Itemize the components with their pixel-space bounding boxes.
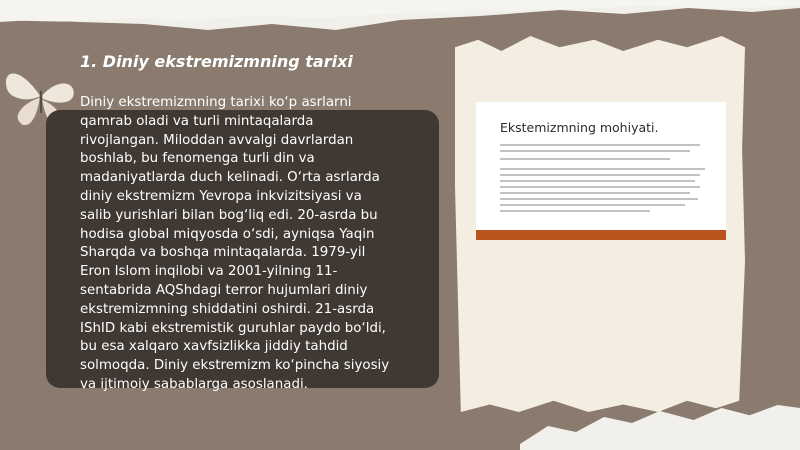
- document-text-line: [500, 198, 698, 200]
- document-text-line: [500, 204, 685, 206]
- document-text-line: [500, 192, 690, 194]
- document-text-line: [500, 180, 695, 182]
- document-text-line: [500, 150, 690, 152]
- slide-body-text: Diniy ekstremizmning tarixi ko‘p asrlarni qamrab oladi va turli mintaqalarda rivojlangan. Miloddan avvalgi davrlardan boshlab, bu fenomenga turli din va madaniyatlarda duch kelinadi. O‘rta asrlarda diniy ekstremizm Yevropa inkvizitsiyasi va salib yurishlari bilan bog‘liq edi. 20-asrda bu hodisa global miqyosda o‘sdi, ayniqsa Yaqin Sharqda va boshqa mintaqalarda. 1979-yil Eron Islom inqilobi va 2001-yilning 11-sentabrida AQShdagi terror hujumlari diniy ekstremizmning shiddatini oshirdi. 21-asrda IShID kabi ekstremistik guruhlar paydo bo‘ldi, bu esa xalqaro xavfsizlikka jiddiy tahdid solmoqda. Diniy ekstremizm ko‘pincha siyosiy va ijtimoiy sabablarga asoslanadi.: [80, 95, 390, 392]
- slide-title: 1. Diniy ekstremizmning tarixi: [80, 52, 353, 71]
- document-text-line: [500, 158, 670, 160]
- document-image: [476, 102, 726, 240]
- document-text-line: [500, 168, 705, 170]
- document-text-line: [500, 210, 650, 212]
- document-text-line: [500, 174, 700, 176]
- document-heading: Ekstemizmning mohiyati.: [500, 120, 659, 135]
- document-text-line: [500, 186, 700, 188]
- document-accent-bar: [476, 230, 726, 240]
- document-text-line: [500, 144, 700, 146]
